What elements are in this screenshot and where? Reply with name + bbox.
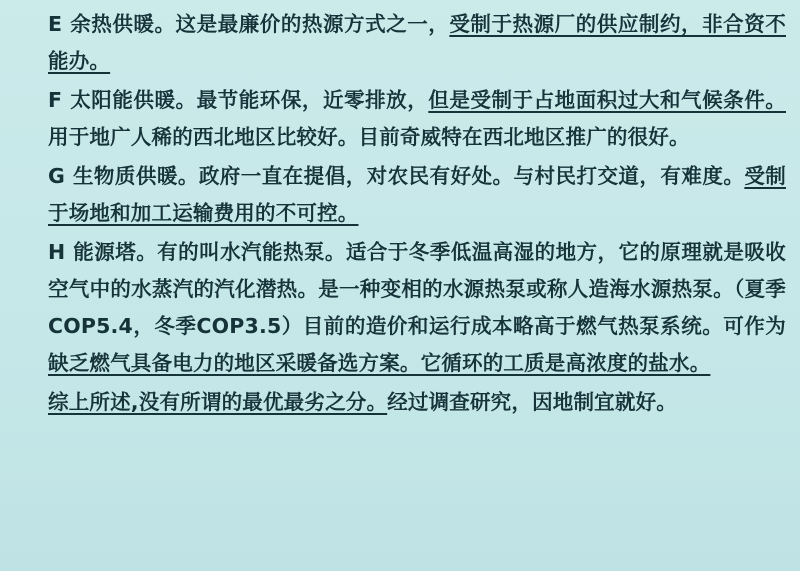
text-segment: 生物质供暖。政府一直在提倡，对农民有好处。与村民打交道，有难度。 — [72, 164, 745, 188]
list-marker-g: G — [48, 164, 66, 188]
text-segment-underlined: 缺乏燃气具备电力的地区采暖备选方案。它循环的工质是高浓度的盐水。 — [48, 351, 711, 375]
list-marker-h: H — [48, 240, 66, 264]
text-segment: 能源塔。有的叫水汽能热泵。适合于冬季低温高湿的地方，它的原理就是吸收空气中的水蒸汽的汽化潜热。是一种变相的水源热泵或称人造海水源热泵。（夏季COP5.4，冬季COP3.5）目前的造价和运行成本略高于燃气热泵系统。可作为 — [48, 240, 786, 338]
text-segment: 经过调查研究，因地制宜就好。 — [387, 390, 677, 414]
paragraph-summary — [14, 384, 786, 421]
paragraph-item-g — [14, 158, 786, 232]
list-marker-e: E — [48, 12, 63, 36]
text-segment: 余热供暖。这是最廉价的热源方式之一， — [70, 12, 450, 36]
list-marker-f: F — [48, 88, 63, 112]
paragraph-item-f — [14, 82, 786, 156]
text-segment: 用于地广人稀的西北地区比较好。目前奇威特在西北地区推广的很好。 — [48, 125, 690, 149]
text-segment-underlined: 但是受制于占地面积过大和气候条件。 — [428, 88, 786, 112]
paragraph-item-h — [14, 234, 786, 382]
paragraph-item-e — [14, 6, 786, 80]
text-segment-underlined: 受制于热源厂的供应制约，非合资不能办。 — [48, 12, 786, 73]
text-segment-underlined: 综上所述,没有所谓的最优最劣之分。 — [48, 390, 388, 414]
text-segment-underlined: 受制于场地和加工运输费用的不可控。 — [48, 164, 786, 225]
text-segment: 太阳能供暖。最节能环保，近零排放， — [70, 88, 429, 112]
